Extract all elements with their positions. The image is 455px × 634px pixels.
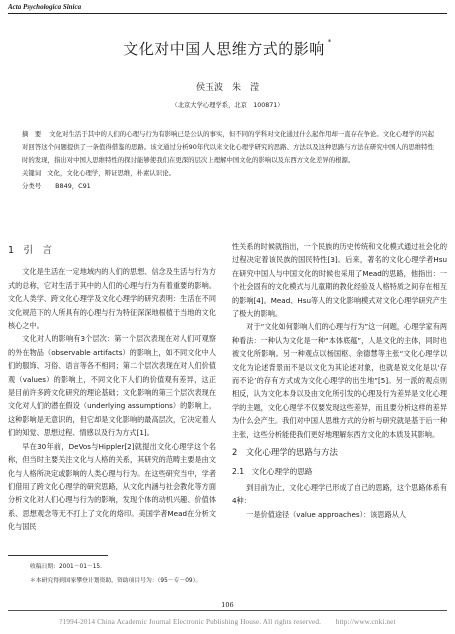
footer-rule bbox=[8, 610, 447, 611]
keywords-text: 文化，文化心理学，辩证思维，朴素认识论。 bbox=[47, 169, 175, 177]
right-column bbox=[232, 240, 447, 521]
journal-name: Acta Psychologica Sinica bbox=[8, 3, 82, 11]
abstract-text: 文化对生活于其中的人们的心理与行为有影响已是公认的事实，但不同的学科对文化通过什么起作用却一直存在争论。文化心理学的兴起对回答这个问题提供了一条值得借鉴的思路。该文通过分析90年代以来文化心理学研究的思路、方法以及这种思路与方法在研究中国人的思维特性时的发现，指出对中国人思维特性的探讨能够使我们在更深的层次上理解中国文化的影响以及东西方文化差异的根源。 bbox=[22, 130, 435, 164]
abstract-block bbox=[22, 128, 434, 193]
paragraph: 性关系的时候就指出，一个民族的历史传统和文化模式通过社会化的过程决定着该民族的国民特性[3]。后来，著名的文化心理学者Hsu在研究中国人与中国文化的时候也采用了Mead的思路，他指出：一个社会固有的文化模式与儿童期的教化经验及人格特质之间存在相互的影响[4]。Mead、Hsu等人的文化影响模式对文化心理学研究产生了极大的影响。 bbox=[232, 242, 447, 319]
copyright-footer: ?1994-2014 China Academic Journal Electronic Publishing House. All rights reserved. http://www.cnki.net bbox=[59, 618, 396, 626]
paragraph: 对于“文化如何影响人们的心理与行为”这一问题，心理学家有两种看法：一种认为文化是一种“本体底蕴”，人是文化的主体，同时也被文化所影响。另一种观点以杨国枢、余德慧等主张“文化心理学以文化为论述背景而不是以文化为其论述对象，也就是说文化是以‘存而不论’的存有方式成为文化心理学的出生地”[5]。另一派的观点则相反，认为文化本身以及由文化所引发的心理及行为差异是文化心理学的主题，文化心理学不仅要发现这些差异，而且要分析这样的差异为什么会产生。我们对中国人思维方式的分析与研究就是基于后一种主张，这些分析能使我们更好地理解东西方文化的本质及其影响。 bbox=[232, 322, 447, 439]
header-rule bbox=[8, 13, 447, 14]
class-number: B849，C91 bbox=[55, 182, 91, 190]
keywords bbox=[22, 167, 434, 180]
page-number: 106 bbox=[221, 601, 234, 609]
section-heading-2: 2 文化心理学的思路与方法 bbox=[232, 447, 338, 458]
paragraph: 到目前为止，文化心理学已形成了自己的思路，这个思路体系有4种： bbox=[232, 482, 447, 506]
affiliation: （北京大学心理学系，北京 100871） bbox=[171, 102, 284, 109]
classification bbox=[22, 180, 434, 193]
paragraph: 一是价值途径（value approaches）：该思路从人 bbox=[246, 509, 406, 519]
footnote-rule bbox=[8, 555, 108, 556]
paragraph: 文化对人的影响有3个层次：第一个层次表现在对人们可观察的外在物品（observable artifacts）的影响上，如不同文化中人们的服饰、习俗、语言等各不相同；第二个层次表现在对人们价值观（values）的影响上，不同文化下人们的价值观有差异，这正是目前许多跨文化研究的理论基础；文化影响的第三个层次表现在文化对人们的潜在假设（underlying assumptions）的影响上，这种影响是无意识的，但它却是文化影响的最高层次，它决定着人们的知觉、思想过程、情感以及行为方式[1]。 bbox=[8, 334, 216, 438]
paragraph: 早在30年前，DeVos与Hippler[2]就提出文化心理学这个名称，但当时主要关注文化与人格的关系，其研究的范畴主要是由文化与人格所决定或影响的人类心理与行为。在这些研究当中，学者们借用了跨文化心理学的研究思路，从文化内涵与社会教化等方面分析文化对人们心理与行为的影响，发现个体的动机兴趣、价值体系、思想观念等无不打上了文化的烙印。美国学者Mead在分析文化与国民 bbox=[8, 441, 216, 532]
left-column bbox=[8, 238, 216, 534]
footnote-received: 收稿日期：2001－01－15. bbox=[30, 564, 102, 570]
abstract bbox=[22, 128, 434, 167]
paper-title bbox=[0, 38, 455, 59]
class-label: 分类号 bbox=[22, 182, 42, 190]
subsection-heading-2-1: 2.1 文化心理学的思路 bbox=[232, 466, 313, 476]
footnote-funding: ＊本研究得到国家攀登计划资助，资助项目号为：（95－专－09）。 bbox=[30, 578, 202, 584]
paragraph: 文化是生活在一定地域内的人们的思想、信念及生活与行为方式的总称，它对生活于其中的人们的心理与行为有着重要的影响。文化人类学、跨文化心理学及文化心理学的研究表明：生活在不同文化规范下的人所具有的心理与行为特征深深地根植于当地的文化核心之中。 bbox=[8, 267, 216, 331]
keywords-label: 关键词 bbox=[22, 169, 42, 177]
abstract-label: 摘 要 bbox=[22, 130, 42, 138]
section-heading-intro: 1 引 言 bbox=[8, 245, 53, 256]
authors: 侯玉波 朱 滢 bbox=[195, 83, 259, 93]
title-footnote-mark: * bbox=[327, 38, 332, 46]
paper-title-text: 文化对中国人思维方式的影响 bbox=[123, 40, 325, 58]
